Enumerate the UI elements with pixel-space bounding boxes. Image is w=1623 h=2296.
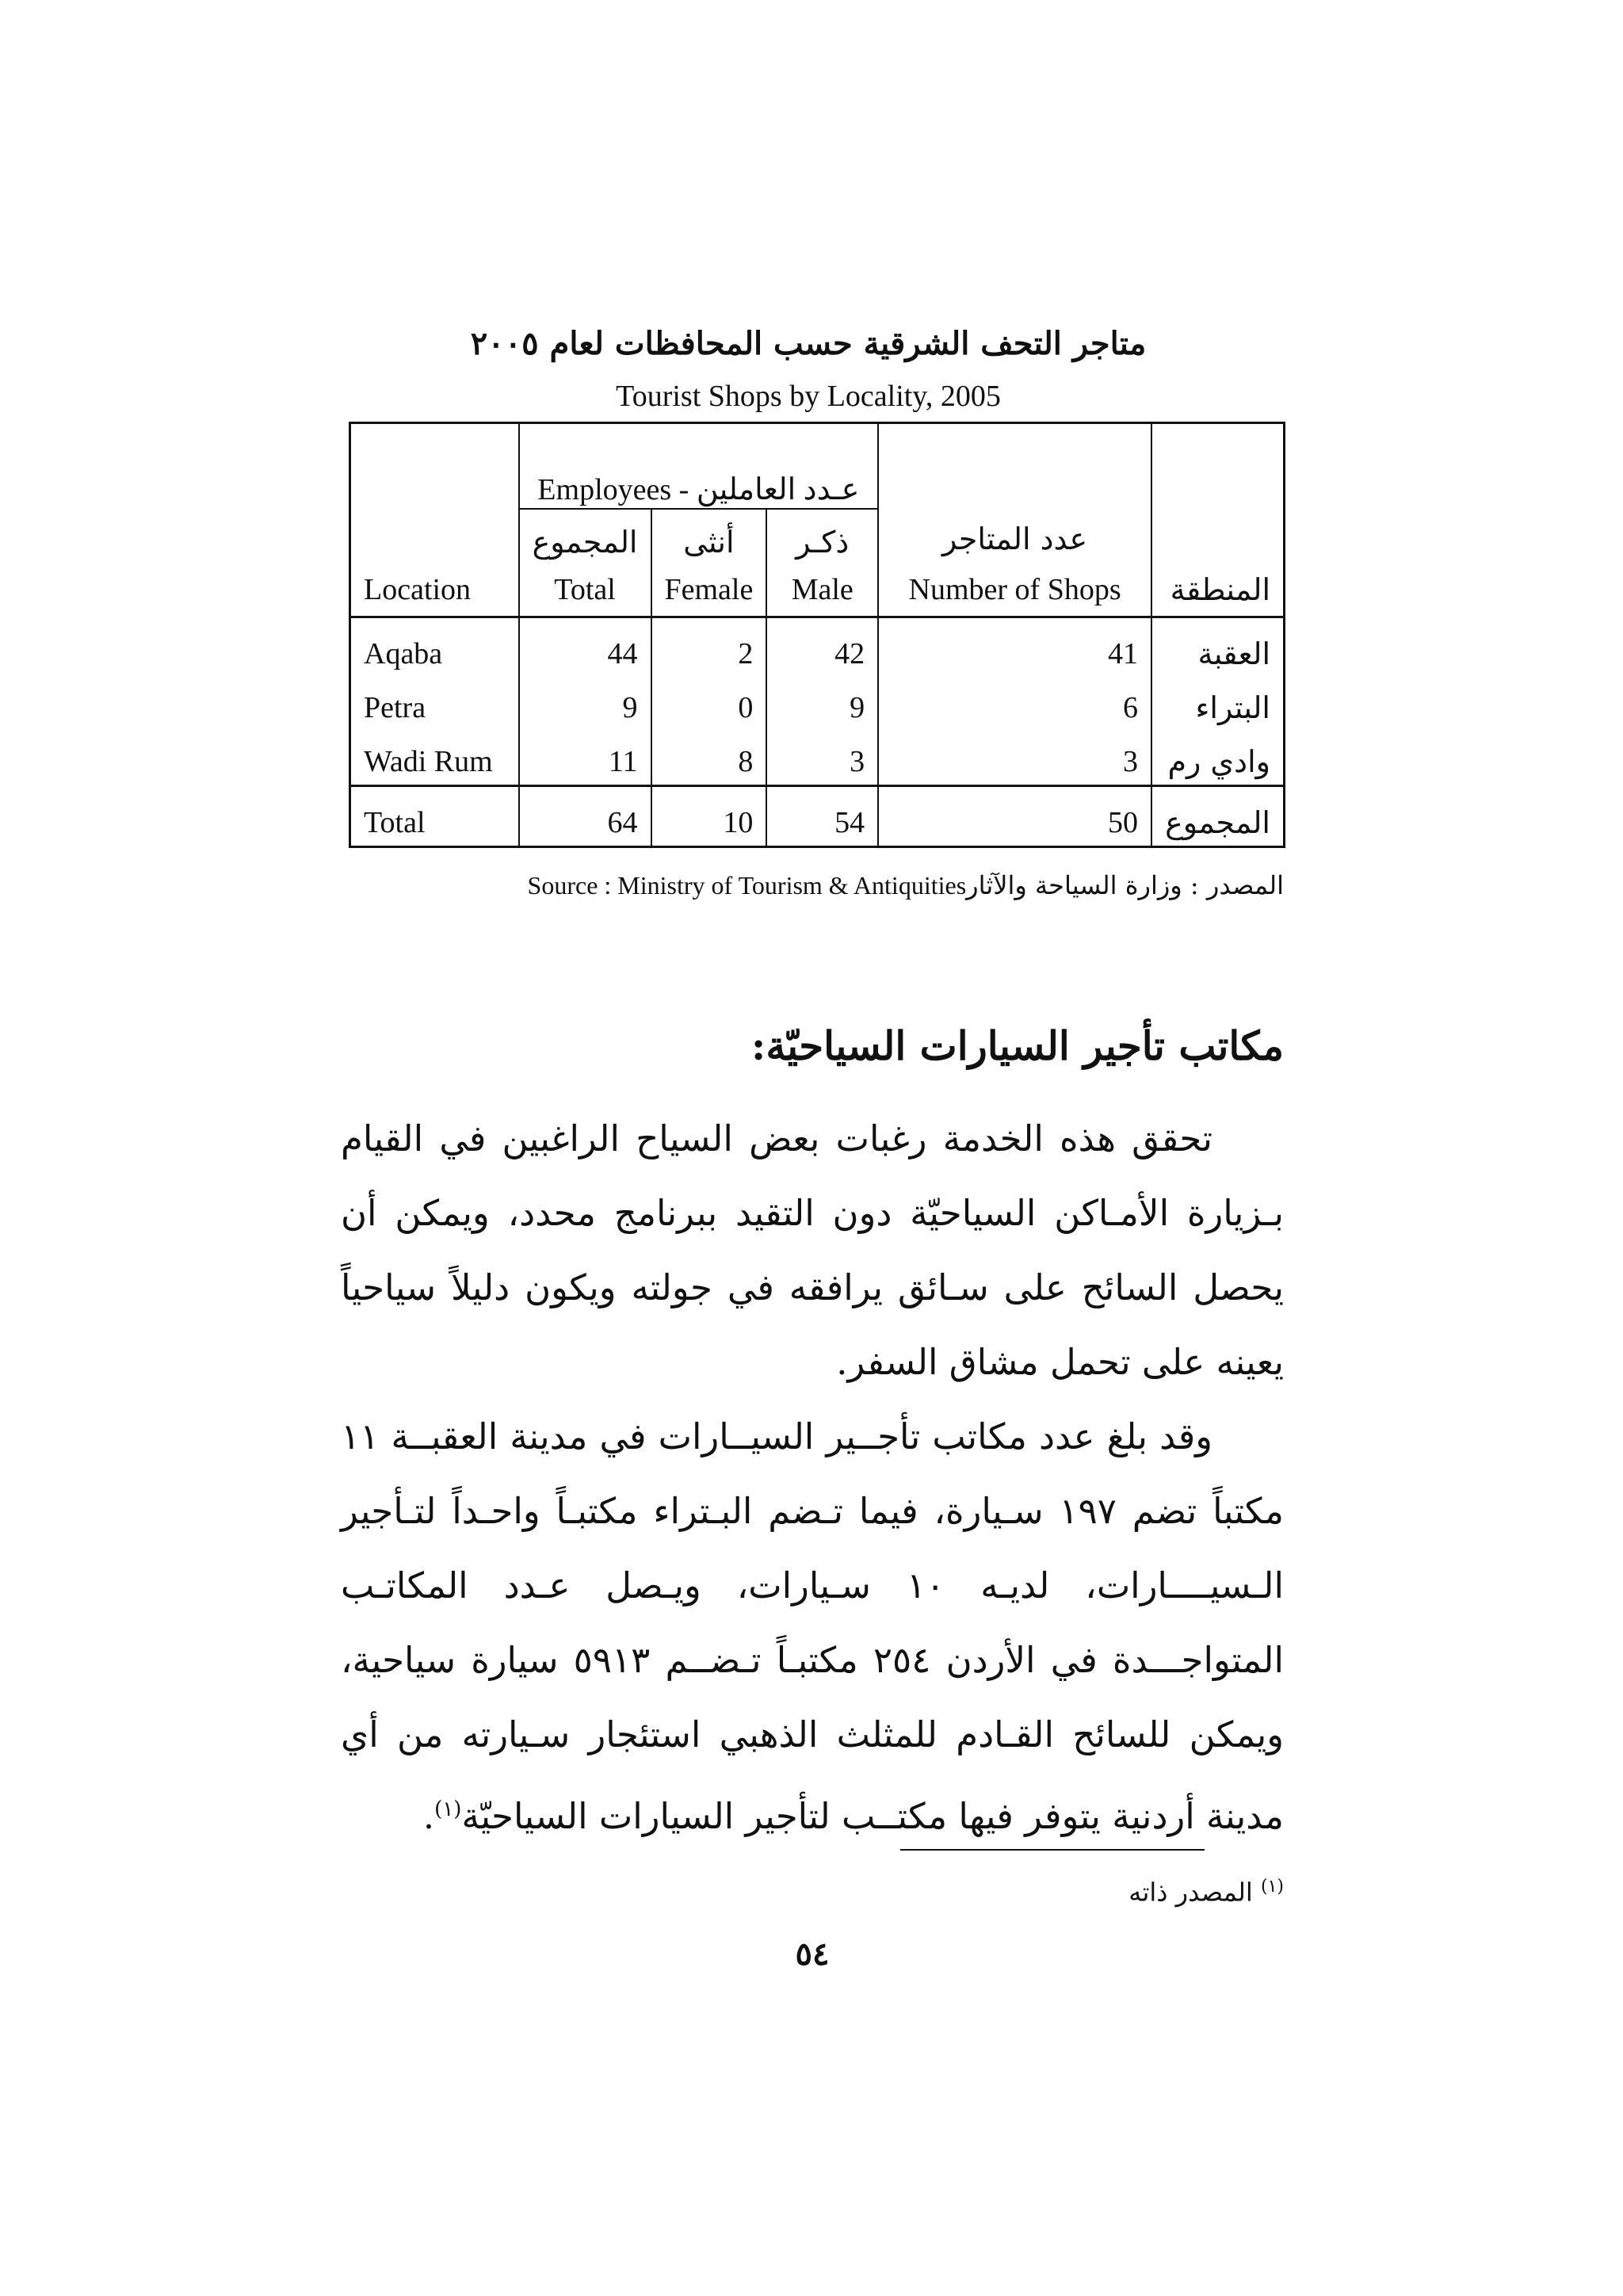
footnote-divider — [900, 1849, 1205, 1851]
cell-shops-total: 50 — [878, 786, 1151, 847]
header-male-arabic: ذكـر — [766, 509, 878, 560]
cell-region-arabic: العقبة — [1151, 617, 1284, 673]
cell-shops: 6 — [878, 672, 1151, 726]
cell-location: Aqaba — [364, 637, 443, 670]
table-row — [350, 672, 1285, 726]
header-shops-arabic: عدد المتاجر — [941, 521, 1088, 556]
page-number: ٥٤ — [795, 1935, 830, 1973]
cell-shops: 41 — [878, 617, 1151, 673]
header-total-english: Total — [519, 560, 651, 617]
cell-male: 42 — [766, 617, 878, 673]
source-arabic: المصدر : وزارة السياحة والآثار — [966, 870, 1284, 900]
cell-total: 9 — [519, 672, 651, 726]
paragraph-text: وقد بلغ عدد مكاتب تأجــير السيــارات في مدينة العقبــة ١١ مكتباً تضم ١٩٧ سـيارة، فيما تـضم البـتراء مكتبـاً واحـداً لتـأجير الـسيــــارات، لديـه ١٠ سـيارات، ويـصل عـدد المكاتـب المتواجـــدة في الأردن ٢٥٤ مكتبـاً تـضــم ٥٩١٣ سيارة سياحية، ويمكن للسائح القـادم للمثلث الذهبي استئجار سـيارته من أي مدينة أردنية يتوفر فيها مكتــب لتأجير السيارات السياحيّة — [341, 1415, 1285, 1837]
body-text — [341, 1102, 1284, 1854]
header-shops-english: Number of Shops — [908, 573, 1121, 606]
footnote — [792, 1877, 1284, 1908]
footnote-marker: (١) — [1260, 1877, 1284, 1897]
cell-male: 3 — [766, 726, 878, 786]
tourist-shops-table — [349, 422, 1285, 848]
cell-region-arabic: البتراء — [1151, 672, 1284, 726]
cell-region-arabic-total: المجموع — [1151, 786, 1284, 847]
paragraph: تحقق هذه الخدمة رغبات بعض السياح الراغبين في القيام بـزيارة الأمـاكن السياحيّة دون التقيد ببرنامج محدد، ويمكن أن يحصل السائح على سـائق يرافقه في جولته ويكون دليلاً سياحياً يعينه على تحمل مشاق السفر. — [341, 1117, 1284, 1383]
header-region-arabic: المنطقة — [1151, 423, 1284, 617]
section-title: مكاتب تأجير السيارات السياحيّة: — [750, 1022, 1284, 1069]
cell-location: Wadi Rum — [364, 745, 493, 778]
cell-female-total: 10 — [651, 786, 767, 847]
table-source — [444, 870, 1284, 900]
cell-female: 0 — [651, 672, 767, 726]
footnote-reference: (١) — [434, 1797, 462, 1821]
cell-female: 2 — [651, 617, 767, 673]
cell-male-total: 54 — [766, 786, 878, 847]
header-male-english: Male — [766, 560, 878, 617]
cell-location-total: Total — [364, 806, 426, 839]
table-row — [350, 617, 1285, 673]
cell-total: 11 — [519, 726, 651, 786]
header-employees: Employees - عـدد العاملين — [519, 423, 879, 510]
cell-region-arabic: وادي رم — [1151, 726, 1284, 786]
header-total-arabic: المجموع — [519, 509, 651, 560]
footnote-text: المصدر ذاته — [1128, 1877, 1253, 1908]
table-caption-english: Tourist Shops by Locality, 2005 — [616, 380, 1001, 413]
cell-shops: 3 — [878, 726, 1151, 786]
cell-male: 9 — [766, 672, 878, 726]
table-row — [350, 726, 1285, 786]
header-female-english: Female — [651, 560, 767, 617]
paragraph-end: . — [422, 1795, 435, 1837]
cell-total-total: 64 — [519, 786, 651, 847]
header-number-of-shops — [878, 423, 1151, 617]
paragraph-with-footnote — [341, 1400, 1284, 1854]
cell-female: 8 — [651, 726, 767, 786]
cell-total: 44 — [519, 617, 651, 673]
source-english: Source : Ministry of Tourism & Antiquities — [527, 871, 967, 900]
header-location: Location — [364, 573, 472, 606]
header-female-arabic: أنثى — [651, 509, 767, 560]
cell-location: Petra — [364, 691, 426, 724]
table-header-row-1 — [350, 423, 1285, 510]
table-total-row — [350, 786, 1285, 847]
table-caption-arabic: متاجر التحف الشرقية حسب المحافظات لعام ٢٠٠٥ — [470, 325, 1147, 362]
